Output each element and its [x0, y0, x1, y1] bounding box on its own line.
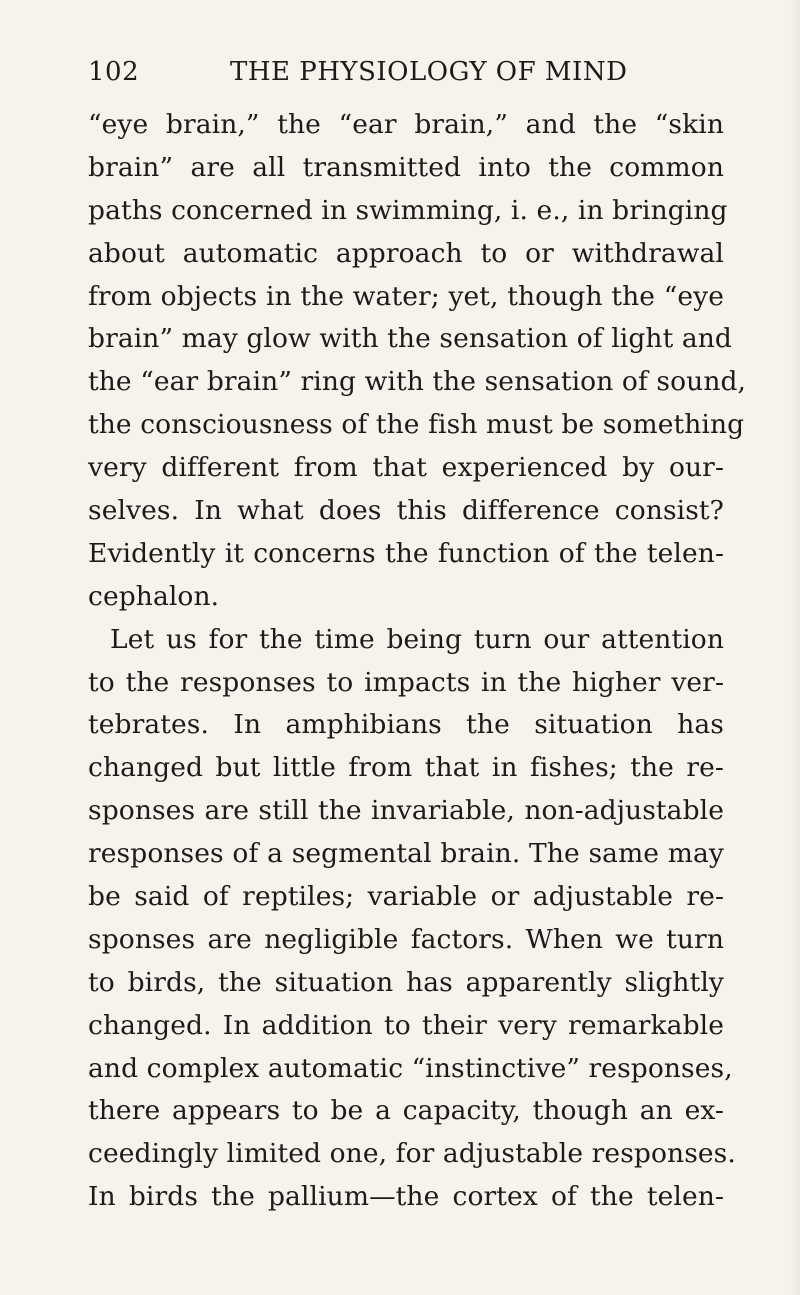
body-text	[88, 104, 747, 1219]
page-number: 102	[88, 57, 140, 87]
text-line: changed but little from that in fishes; the re-	[88, 752, 724, 784]
text-line: responses of a segmental brain. The same may	[88, 838, 724, 870]
text-line: the “ear brain” ring with the sensation of sound,	[88, 366, 747, 398]
text-line: and complex automatic “instinctive” responses,	[88, 1052, 733, 1084]
text-line: brain” are all transmitted into the common	[88, 151, 724, 183]
text-line: In birds the pallium—the cortex of the telen-	[88, 1181, 724, 1213]
text-line: be said of reptiles; variable or adjustable re-	[88, 881, 724, 913]
text-line: there appears to be a capacity, though an ex-	[88, 1095, 724, 1127]
text-line: to the responses to impacts in the higher ver-	[88, 666, 724, 698]
running-head: THE PHYSIOLOGY OF MIND	[230, 57, 628, 87]
text-line: sponses are still the invariable, non-adjustable	[88, 795, 724, 827]
text-line: “eye brain,” the “ear brain,” and the “skin	[88, 109, 724, 140]
text-line: about automatic approach to or withdrawal	[88, 237, 724, 269]
text-line: to birds, the situation has apparently slightly	[88, 966, 724, 998]
text-line: very different from that experienced by our-	[88, 452, 724, 484]
paper-edge	[790, 0, 800, 1295]
text-line: ceedingly limited one, for adjustable responses.	[88, 1138, 736, 1170]
text-line: paths concerned in swimming, i. e., in bringing	[88, 194, 728, 226]
text-line: Let us for the time being turn our attention	[110, 623, 724, 655]
text-line: changed. In addition to their very remarkable	[88, 1009, 724, 1041]
page-header	[88, 52, 724, 92]
text-line: cephalon.	[88, 580, 220, 612]
text-line: selves. In what does this difference consist?	[88, 495, 724, 527]
text-line: sponses are negligible factors. When we turn	[88, 923, 724, 955]
text-line: tebrates. In amphibians the situation has	[88, 709, 724, 741]
text-line: brain” may glow with the sensation of light and	[88, 323, 732, 355]
text-line: the consciousness of the fish must be something	[88, 409, 745, 441]
text-line: from objects in the water; yet, though the “eye	[88, 280, 724, 312]
text-line: Evidently it concerns the function of the telen-	[88, 537, 724, 569]
